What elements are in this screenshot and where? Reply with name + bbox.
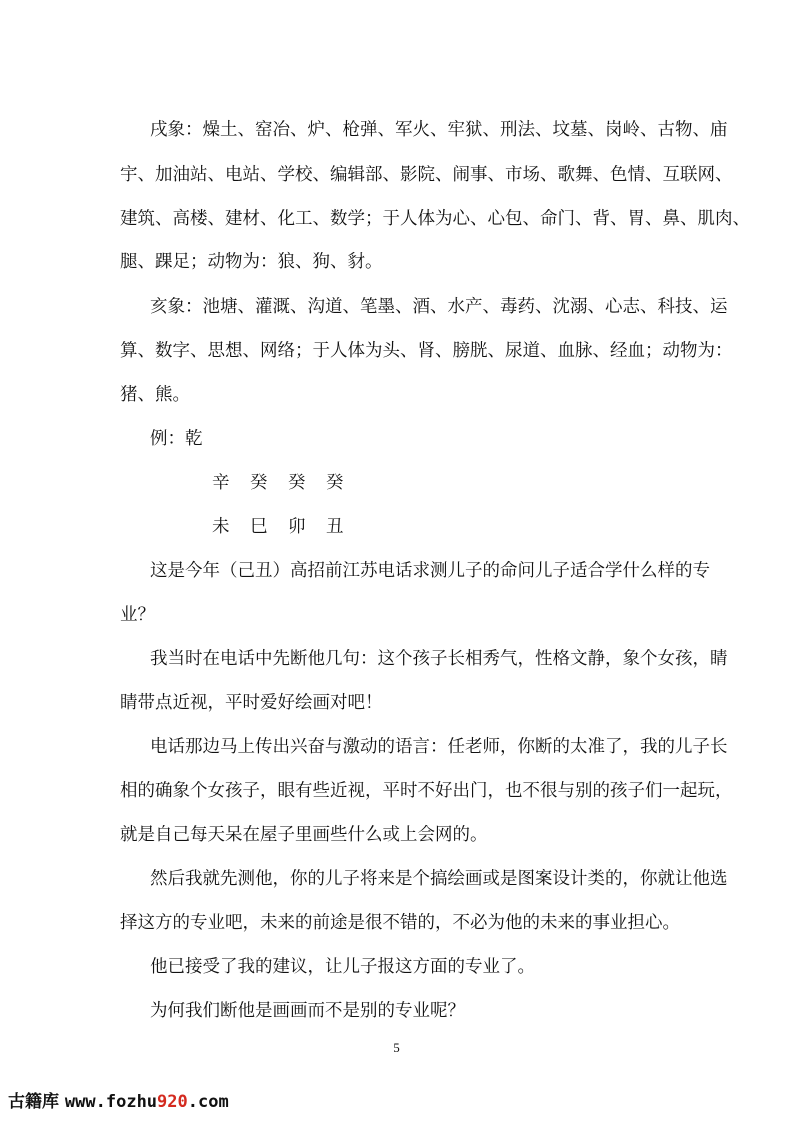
paragraph-xu-line-3: 建筑、高楼、建材、化工、数学；于人体为心、心包、命门、背、胃、鼻、肌肉、 <box>120 209 750 229</box>
paragraph-story1-line-2: 业？ <box>120 605 155 625</box>
bazi-stem: 辛 <box>212 473 230 493</box>
paragraph-hai-line-3: 猪、熊。 <box>120 385 190 405</box>
bazi-branch: 卯 <box>288 517 306 537</box>
paragraph-story3-line-3: 就是自己每天呆在屋子里画些什么或上会网的。 <box>120 825 488 845</box>
paragraph-story3-line-2: 相的确象个女孩子，眼有些近视，平时不好出门，也不很与别的孩子们一起玩， <box>120 781 733 801</box>
paragraph-hai-line-1: 亥象：池塘、灌溉、沟道、笔墨、酒、水产、毒药、沈溺、心志、科技、运 <box>150 297 728 317</box>
watermark-url-prefix: www.fozhu <box>64 1092 158 1112</box>
watermark-url-suffix: .com <box>187 1092 229 1112</box>
watermark-url-highlight: 920 <box>157 1092 188 1112</box>
paragraph-story4-line-2: 择这方的专业吧，未来的前途是很不错的，不必为他的未来的事业担心。 <box>120 913 680 933</box>
bazi-stem: 癸 <box>250 473 268 493</box>
bazi-branch: 丑 <box>326 517 344 537</box>
paragraph-xu-line-4: 腿、踝足；动物为：狼、狗、豺。 <box>120 252 383 272</box>
example-label: 例：乾 <box>150 429 203 449</box>
watermark-site-name: 古籍库 <box>8 1092 59 1112</box>
bazi-branch: 巳 <box>250 517 268 537</box>
paragraph-xu-line-2: 宇、加油站、电站、学校、编辑部、影院、闹事、市场、歌舞、色情、互联网、 <box>120 165 733 185</box>
paragraph-story2-line-2: 睛带点近视，平时爱好绘画对吧！ <box>120 693 383 713</box>
paragraph-hai-line-2: 算、数字、思想、网络；于人体为头、肾、膀胱、尿道、血脉、经血；动物为： <box>120 341 733 361</box>
paragraph-story5: 他已接受了我的建议，让儿子报这方面的专业了。 <box>150 957 535 977</box>
bazi-stem: 癸 <box>326 473 344 493</box>
bazi-stems-row <box>212 471 364 495</box>
paragraph-story6: 为何我们断他是画画而不是别的专业呢？ <box>150 1001 465 1021</box>
page-number: 5 <box>393 1040 400 1055</box>
paragraph-story4-line-1: 然后我就先测他，你的儿子将来是个搞绘画或是图案设计类的，你就让他选 <box>150 869 728 889</box>
paragraph-story1-line-1: 这是今年（己丑）高招前江苏电话求测儿子的命问儿子适合学什么样的专 <box>150 561 710 581</box>
paragraph-xu-line-1: 戌象：燥土、窑冶、炉、枪弹、军火、牢狱、刑法、坟墓、岗岭、古物、庙 <box>150 120 728 140</box>
bazi-branch: 未 <box>212 517 230 537</box>
bazi-stem: 癸 <box>288 473 306 493</box>
paragraph-story3-line-1: 电话那边马上传出兴奋与激动的语言：任老师，你断的太准了，我的儿子长 <box>150 737 728 757</box>
site-watermark <box>8 1090 229 1114</box>
bazi-branches-row <box>212 515 364 539</box>
paragraph-story2-line-1: 我当时在电话中先断他几句：这个孩子长相秀气，性格文静，象个女孩，睛 <box>150 649 728 669</box>
